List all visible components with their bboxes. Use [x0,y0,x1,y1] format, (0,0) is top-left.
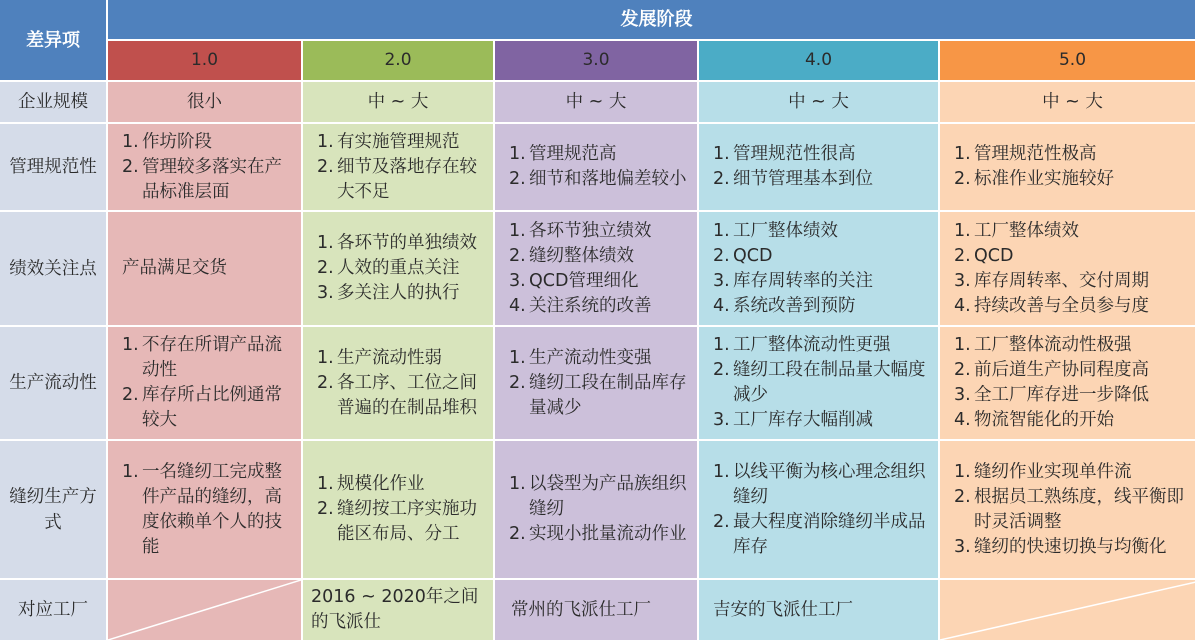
flow-cell-4 [699,327,938,439]
numbered-list [509,142,687,192]
list-item-text: 生产流动性变强 [529,347,652,368]
list-item-text: 多关注人的执行 [337,283,460,303]
list-item-number: 2. [713,511,730,532]
list-item [317,346,483,371]
list-item-text: 不存在所谓产品流动性 [142,335,282,380]
list-item-number: 3. [509,270,526,291]
list-item [713,510,928,560]
numbered-list [713,219,873,319]
list-item-text: 管理较多落实在产品标准层面 [142,156,282,202]
list-item-number: 1. [122,335,139,355]
list-item [713,294,873,319]
list-item-text: 管理规范性很高 [733,144,856,164]
list-item-text: 工厂整体流动性更强 [733,335,891,355]
list-item [954,408,1149,433]
row-label-scale: 企业规模 [0,82,106,122]
list-item-text: 标准作业实施较好 [974,169,1114,189]
numbered-list [713,142,873,192]
list-item-number: 1. [509,144,526,164]
perf-cell-4 [699,212,938,325]
list-item-text: 持续改善与全员参与度 [974,295,1149,316]
list-item-text: 根据员工熟练度，线平衡即时灵活调整 [974,486,1184,532]
flow-cell-3 [495,327,697,439]
sewing-cell-3 [495,441,697,578]
list-item-number: 3. [954,536,971,557]
list-item-number: 2. [954,486,971,507]
list-item-number: 1. [509,220,526,241]
list-item [509,371,687,421]
list-item-text: 以线平衡为核心理念组织缝纫 [733,461,926,507]
row-label-flow: 生产流动性 [0,327,106,439]
numbered-list [954,219,1149,319]
numbered-list [954,460,1195,560]
list-item [509,219,652,244]
list-item-text: 以袋型为产品族组织缝纫 [529,474,687,519]
numbered-list [122,333,291,433]
list-item-text: 缝纫作业实现单件流 [974,461,1132,482]
list-item-number: 3. [954,270,971,291]
sewing-cell-4 [699,441,938,578]
scale-cell-4: 中 ~ 大 [699,82,938,122]
mgmt-cell-4 [699,124,938,210]
numbered-list [713,333,928,433]
numbered-list [317,130,483,205]
list-item [954,535,1195,560]
list-item-number: 1. [317,233,334,253]
list-item [317,371,483,421]
mgmt-cell-3 [495,124,697,210]
numbered-list [954,333,1149,433]
list-item-text: 关注系统的改善 [529,295,652,316]
numbered-list [954,142,1114,192]
perf-cell-5 [940,212,1195,325]
list-item [954,244,1149,269]
list-item [954,294,1149,319]
list-item-number: 2. [509,169,526,189]
list-item [954,167,1114,192]
list-item [317,231,477,256]
list-item-text: 系统改善到预防 [733,295,856,316]
list-item [954,142,1114,167]
list-item-number: 1. [713,461,730,482]
list-item [954,460,1195,485]
list-item [509,522,687,547]
perf-cell-1: 产品满足交货 [108,212,301,325]
list-item-text: 缝纫工段在制品库存量减少 [529,372,687,418]
list-item [509,346,687,371]
list-item-text: 细节及落地存在较大不足 [337,156,477,202]
list-item-text: QCD [733,245,773,266]
row-label-perf: 绩效关注点 [0,212,106,325]
diff-item-header: 差异项 [0,0,106,80]
list-item-text: 库存所占比例通常较大 [142,385,282,430]
list-item-number: 2. [713,169,730,189]
list-item-number: 1. [713,220,730,241]
flow-cell-5 [940,327,1195,439]
list-item-number: 3. [713,270,730,291]
numbered-list [713,460,928,560]
list-item [122,155,291,205]
factory-name-2: 2016 ~ 2020年之间的飞派仕 [311,587,479,632]
numbered-list [509,346,687,421]
list-item [122,333,291,383]
list-item [317,155,483,205]
list-item-text: 实现小批量流动作业 [529,524,687,544]
list-item-text: 管理规范性极高 [974,144,1097,164]
list-item-number: 1. [122,461,139,482]
list-item-number: 4. [509,295,526,316]
list-item-text: 规模化作业 [337,474,425,494]
list-item-text: 各环节的单独绩效 [337,233,477,253]
list-item-number: 1. [954,461,971,482]
list-item [509,294,652,319]
numbered-list [509,219,652,319]
list-item [954,358,1149,383]
stage-5-header: 5.0 [940,41,1195,80]
list-item [713,460,928,510]
scale-cell-2: 中 ~ 大 [303,82,493,122]
list-item-text: 各工序、工位之间普遍的在制品堆积 [337,372,477,418]
factory-cell-5-empty [940,580,1195,640]
list-item-number: 2. [954,360,971,380]
stage-3-header: 3.0 [495,41,697,80]
factory-cell-3 [495,580,697,640]
list-item-text: 工厂整体绩效 [974,220,1079,241]
factory-cell-2 [303,580,493,640]
list-item [317,497,483,547]
diagonal-slash [940,580,1195,640]
list-item-text: 全工厂库存进一步降低 [974,385,1149,405]
list-item-number: 2. [122,385,139,405]
sewing-cell-2 [303,441,493,578]
stage-header: 发展阶段 [108,0,1195,39]
list-item-text: 各环节独立绩效 [529,220,652,241]
list-item-text: 最大程度消除缝纫半成品库存 [733,511,926,557]
scale-cell-5: 中 ~ 大 [940,82,1195,122]
list-item-number: 2. [713,360,730,380]
perf-cell-2 [303,212,493,325]
list-item-text: 缝纫工段在制品量大幅度减少 [733,360,926,405]
list-item-text: 物流智能化的开始 [974,410,1114,430]
list-item-text: 生产流动性弱 [337,347,442,368]
list-item-text: 缝纫整体绩效 [529,245,634,266]
sewing-cell-5 [940,441,1195,578]
list-item-number: 2. [509,524,526,544]
list-item-number: 1. [317,347,334,368]
list-item-number: 2. [713,245,730,266]
list-item [317,130,483,155]
list-item-text: 库存周转率、交付周期 [974,270,1149,291]
factory-name-4: 吉安的飞派仕工厂 [713,599,853,620]
list-item-text: 人效的重点关注 [337,258,460,278]
list-item [509,244,652,269]
list-item [317,472,483,497]
row-label-sewing: 缝纫生产方式 [0,441,106,578]
mgmt-cell-2 [303,124,493,210]
list-item-number: 4. [954,295,971,316]
list-item [954,219,1149,244]
factory-name-3: 常州的飞派仕工厂 [511,599,651,620]
list-item-number: 1. [509,474,526,494]
list-item-text: 库存周转率的关注 [733,270,873,291]
list-item-number: 1. [954,220,971,241]
list-item-number: 4. [954,410,971,430]
list-item-number: 3. [954,385,971,405]
list-item-text: QCD [974,245,1014,266]
list-item [317,256,477,281]
numbered-list [122,460,291,560]
list-item-text: 细节和落地偏差较小 [529,169,687,189]
list-item-text: 工厂整体流动性极强 [974,335,1132,355]
list-item-number: 2. [317,156,334,177]
list-item [713,408,928,433]
list-item-number: 2. [317,258,334,278]
list-item-text: 工厂库存大幅削减 [733,410,873,430]
list-item-text: 一名缝纫工完成整件产品的缝纫，高度依赖单个人的技能 [142,461,282,557]
list-item-number: 3. [713,410,730,430]
list-item-number: 2. [509,245,526,266]
stage-4-header: 4.0 [699,41,938,80]
stage-2-header: 2.0 [303,41,493,80]
list-item-number: 1. [713,144,730,164]
flow-cell-1 [108,327,301,439]
list-item [713,269,873,294]
list-item-text: 有实施管理规范 [337,131,460,152]
numbered-list [122,130,291,205]
perf-cell-3 [495,212,697,325]
list-item-text: 缝纫的快速切换与均衡化 [974,536,1167,557]
scale-cell-3: 中 ~ 大 [495,82,697,122]
list-item [509,167,687,192]
mgmt-cell-5 [940,124,1195,210]
list-item [122,130,291,155]
list-item-number: 1. [954,335,971,355]
list-item [954,269,1149,294]
list-item-number: 2. [509,372,526,393]
numbered-list [317,231,477,306]
list-item-number: 3. [317,283,334,303]
list-item-number: 2. [122,156,139,177]
list-item [713,142,873,167]
list-item [509,142,687,167]
numbered-list [317,472,483,547]
scale-cell-1: 很小 [108,82,301,122]
list-item-number: 1. [954,144,971,164]
list-item-text: 细节管理基本到位 [733,169,873,189]
sewing-cell-1 [108,441,301,578]
list-item [954,333,1149,358]
list-item-number: 2. [954,169,971,189]
list-item [509,472,687,522]
list-item [713,358,928,408]
list-item-number: 2. [954,245,971,266]
flow-cell-2 [303,327,493,439]
list-item [122,460,291,560]
numbered-list [317,346,483,421]
list-item [954,383,1149,408]
row-label-factory: 对应工厂 [0,580,106,640]
list-item-text: 缝纫按工序实施功能区布局、分工 [337,499,477,544]
list-item-number: 1. [317,131,334,152]
list-item-text: QCD管理细化 [529,270,639,291]
stage-1-header: 1.0 [108,41,301,80]
list-item-number: 1. [122,131,139,152]
list-item-number: 1. [509,347,526,368]
list-item-text: 管理规范高 [529,144,617,164]
mgmt-cell-1 [108,124,301,210]
list-item-number: 2. [317,499,334,519]
list-item [713,219,873,244]
list-item [509,269,652,294]
list-item [954,485,1195,535]
list-item-text: 前后道生产协同程度高 [974,360,1149,380]
list-item-text: 工厂整体绩效 [733,220,838,241]
list-item-number: 1. [317,474,334,494]
list-item-text: 作坊阶段 [142,131,212,152]
list-item [713,333,928,358]
factory-cell-1-empty [108,580,301,640]
diagonal-slash [108,580,301,640]
list-item [713,244,873,269]
list-item-number: 1. [713,335,730,355]
row-label-mgmt: 管理规范性 [0,124,106,210]
list-item-number: 4. [713,295,730,316]
numbered-list [509,472,687,547]
factory-cell-4 [699,580,938,640]
list-item-number: 2. [317,372,334,393]
list-item [317,281,477,306]
list-item [713,167,873,192]
list-item [122,383,291,433]
